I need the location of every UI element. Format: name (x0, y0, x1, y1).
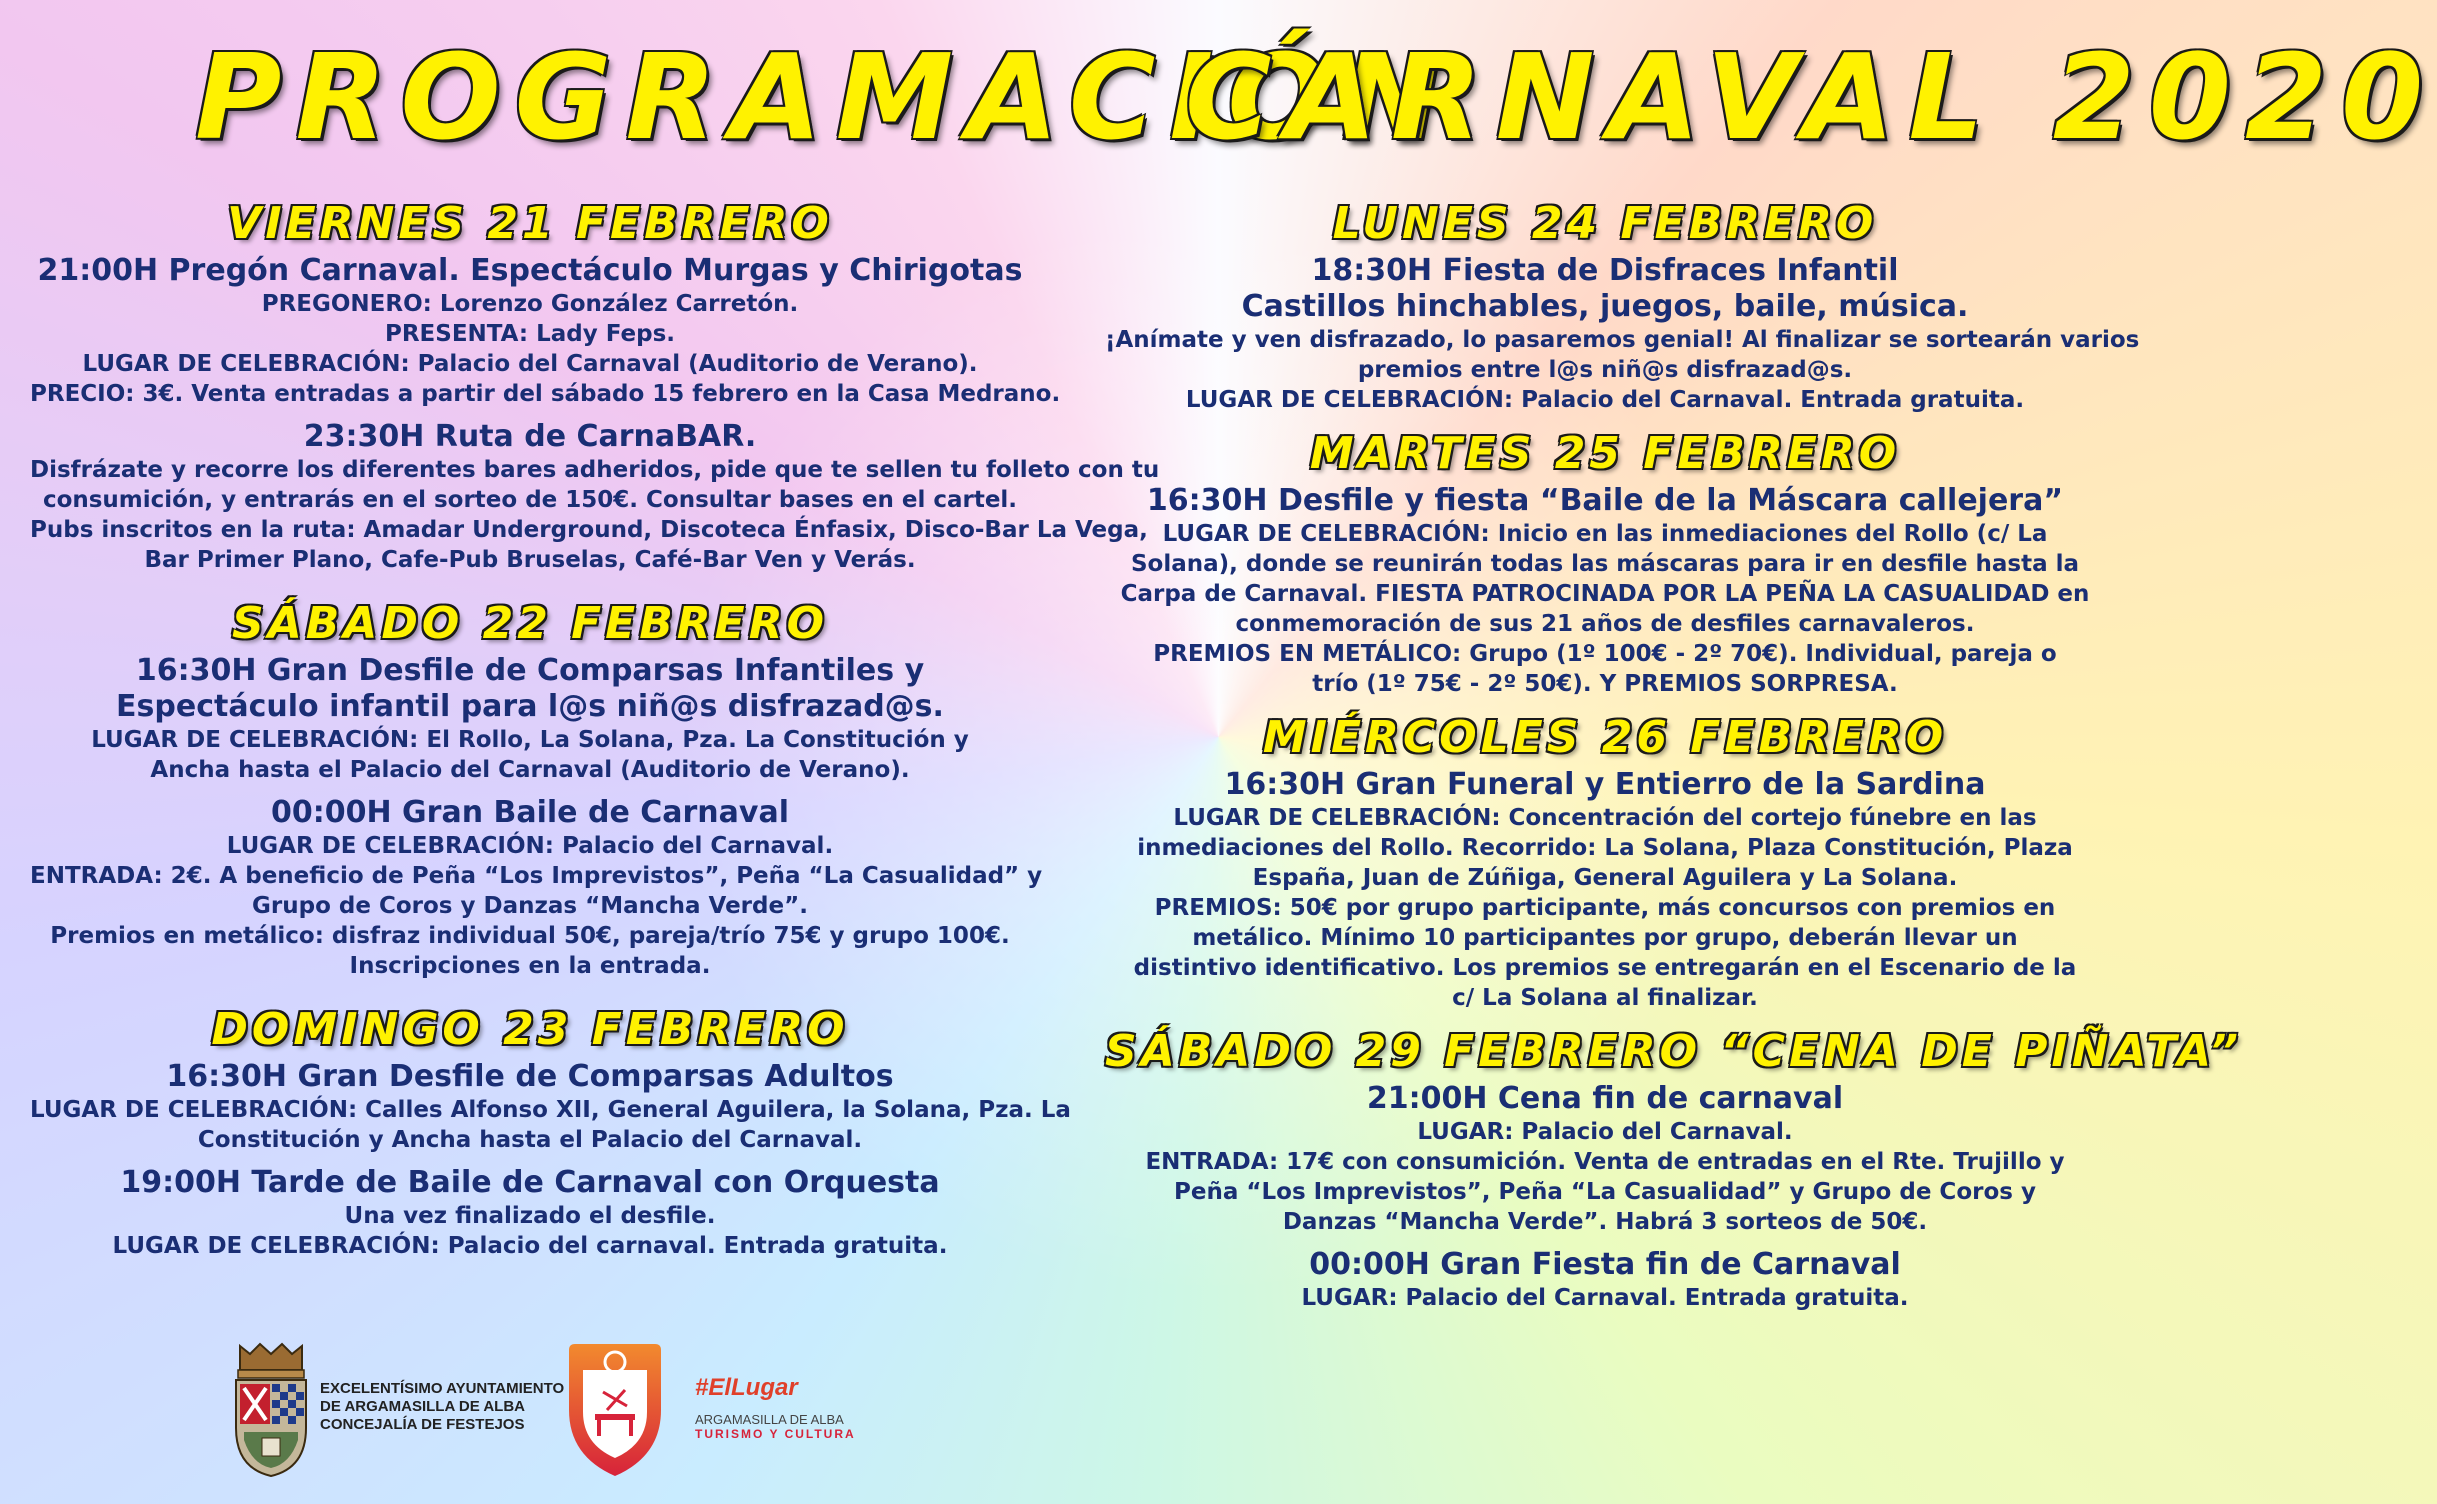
event-line: conmemoración de sus 21 años de desfiles carnavaleros. (1235, 611, 1975, 637)
event-line: LUGAR: Palacio del Carnaval. (1417, 1119, 1793, 1145)
event-line: Danzas “Mancha Verde”. Habrá 3 sorteos de 50€. (1282, 1209, 1928, 1235)
event-line: distintivo identificativo. Los premios se entregarán en el Escenario de la (1133, 955, 2077, 981)
event-title: 16:30H Gran Funeral y Entierro de la Sardina (1224, 767, 1986, 802)
event-line: Peña “Los Imprevistos”, Peña “La Casualidad” y Grupo de Coros y (1174, 1179, 2036, 1205)
event-line: LUGAR DE CELEBRACIÓN: Palacio del carnaval. Entrada gratuita. (112, 1233, 948, 1259)
event-line: Grupo de Coros y Danzas “Mancha Verde”. (252, 893, 808, 919)
event-line: PREMIOS EN METÁLICO: Grupo (1º 100€ - 2º 70€). Individual, pareja o (1153, 641, 2057, 667)
event-line: trío (1º 75€ - 2º 50€). Y PREMIOS SORPRESA. (1312, 671, 1898, 697)
event-line: ENTRADA: 2€. A beneficio de Peña “Los Imprevistos”, Peña “La Casualidad” y (30, 863, 1043, 889)
event-line: consumición, y entrarás en el sorteo de 150€. Consultar bases en el cartel. (42, 487, 1018, 513)
event-line: c/ La Solana al finalizar. (1452, 985, 1758, 1011)
event-line: LUGAR DE CELEBRACIÓN: Inicio en las inmediaciones del Rollo (c/ La (1162, 521, 2048, 547)
event-line: inmediaciones del Rollo. Recorrido: La Solana, Plaza Constitución, Plaza (1137, 835, 2073, 861)
day-heading-sabado-22: SÁBADO 22 FEBRERO (232, 598, 828, 649)
event-title: 16:30H Desfile y fiesta “Baile de la Máscara callejera” (1146, 483, 2064, 518)
event-line: LUGAR DE CELEBRACIÓN: Palacio del Carnaval. (226, 833, 834, 859)
day-heading-viernes: VIERNES 21 FEBRERO (227, 198, 833, 249)
event-line: Ancha hasta el Palacio del Carnaval (Auditorio de Verano). (150, 757, 910, 783)
event-line: ENTRADA: 17€ con consumición. Venta de entradas en el Rte. Trujillo y (1145, 1149, 2065, 1175)
ayuntamiento-name-line2: DE ARGAMASILLA DE ALBA (320, 1398, 525, 1415)
event-line: Pubs inscritos en la ruta: Amadar Underground, Discoteca Énfasix, Disco-Bar La Vega, (30, 517, 1148, 543)
event-line: PRECIO: 3€. Venta entradas a partir del sábado 15 febrero en la Casa Medrano. (30, 381, 1061, 407)
right-column (1105, 195, 2242, 1313)
event-title: 00:00H Gran Baile de Carnaval (271, 795, 789, 830)
coat-of-arms-icon (230, 1340, 312, 1480)
el-lugar-shield-icon (565, 1340, 665, 1480)
ayuntamiento-name-line1: EXCELENTÍSIMO AYUNTAMIENTO (320, 1380, 565, 1397)
event-title: 19:00H Tarde de Baile de Carnaval con Orquesta (120, 1165, 940, 1200)
event-line: LUGAR DE CELEBRACIÓN: Palacio del Carnaval (Auditorio de Verano). (82, 351, 978, 377)
event-line: España, Juan de Zúñiga, General Aguilera y La Solana. (1252, 865, 1958, 891)
event-title: Castillos hinchables, juegos, baile, música. (1241, 289, 1969, 324)
left-column (30, 195, 1160, 1261)
day-heading-lunes: LUNES 24 FEBRERO (1332, 198, 1878, 249)
event-line: LUGAR DE CELEBRACIÓN: Concentración del cortejo fúnebre en las (1173, 805, 2037, 831)
town-name: ARGAMASILLA DE ALBA (695, 1412, 844, 1427)
event-line: PREMIOS: 50€ por grupo participante, más concursos con premios en (1154, 895, 2056, 921)
event-line: ¡Anímate y ven disfrazado, lo pasaremos genial! Al finalizar se sortearán varios (1105, 327, 2140, 353)
day-heading-martes: MARTES 25 FEBRERO (1309, 428, 1901, 479)
event-line: Constitución y Ancha hasta el Palacio del Carnaval. (197, 1127, 863, 1153)
event-line: PREGONERO: Lorenzo González Carretón. (261, 291, 799, 317)
ayuntamiento-logo (230, 1340, 565, 1490)
event-line: Solana), donde se reunirán todas las máscaras para ir en desfile hasta la (1130, 551, 2080, 577)
event-title: Espectáculo infantil para l@s niñ@s disfrazad@s. (116, 689, 944, 724)
day-heading-domingo: DOMINGO 23 FEBRERO (211, 1004, 849, 1055)
day-heading-sabado-29: SÁBADO 29 FEBRERO “CENA DE PIÑATA” (1105, 1026, 2242, 1077)
event-title: 18:30H Fiesta de Disfraces Infantil (1311, 253, 1899, 288)
event-title: 00:00H Gran Fiesta fin de Carnaval (1309, 1247, 1901, 1282)
event-title: 23:30H Ruta de CarnaBAR. (303, 419, 757, 454)
event-title: 16:30H Gran Desfile de Comparsas Adultos (166, 1059, 894, 1094)
event-line: LUGAR DE CELEBRACIÓN: Palacio del Carnaval. Entrada gratuita. (1185, 387, 2025, 413)
title-programacion: PROGRAMACIÓN (195, 28, 1455, 166)
event-line: Disfrázate y recorre los diferentes bares adheridos, pide que te sellen tu folleto con tu (30, 457, 1160, 483)
event-line: Inscripciones en la entrada. (349, 953, 711, 979)
title-carnaval-2020: CARNAVAL 2020 (1185, 28, 2437, 166)
event-line: LUGAR: Palacio del Carnaval. Entrada gratuita. (1301, 1285, 1909, 1311)
event-line: Carpa de Carnaval. FIESTA PATROCINADA POR LA PEÑA LA CASUALIDAD en (1120, 581, 2090, 607)
event-title: 21:00H Pregón Carnaval. Espectáculo Murgas y Chirigotas (37, 253, 1023, 288)
event-line: LUGAR DE CELEBRACIÓN: Calles Alfonso XII, General Aguilera, la Solana, Pza. La (30, 1097, 1071, 1123)
el-lugar-hashtag: #ElLugar (695, 1374, 798, 1401)
event-line: LUGAR DE CELEBRACIÓN: El Rollo, La Solana, Pza. La Constitución y (91, 727, 969, 753)
day-heading-miercoles: MIÉRCOLES 26 FEBRERO (1262, 712, 1948, 763)
event-title: 16:30H Gran Desfile de Comparsas Infantiles y (135, 653, 925, 688)
tourism-label: TURISMO Y CULTURA (695, 1427, 856, 1441)
event-line: Premios en metálico: disfraz individual 50€, pareja/trío 75€ y grupo 100€. (50, 923, 1010, 949)
concejalia-label: CONCEJALÍA DE FESTEJOS (320, 1416, 525, 1433)
event-title: 21:00H Cena fin de carnaval (1366, 1081, 1844, 1116)
event-line: Una vez finalizado el desfile. (344, 1203, 716, 1229)
event-line: premios entre l@s niñ@s disfrazad@s. (1357, 357, 1853, 383)
event-line: metálico. Mínimo 10 participantes por grupo, deberán llevar un (1192, 925, 2018, 951)
el-lugar-logo (565, 1340, 856, 1490)
event-line: Bar Primer Plano, Cafe-Pub Bruselas, Café-Bar Ven y Verás. (144, 547, 916, 573)
event-line: PRESENTA: Lady Feps. (384, 321, 676, 347)
